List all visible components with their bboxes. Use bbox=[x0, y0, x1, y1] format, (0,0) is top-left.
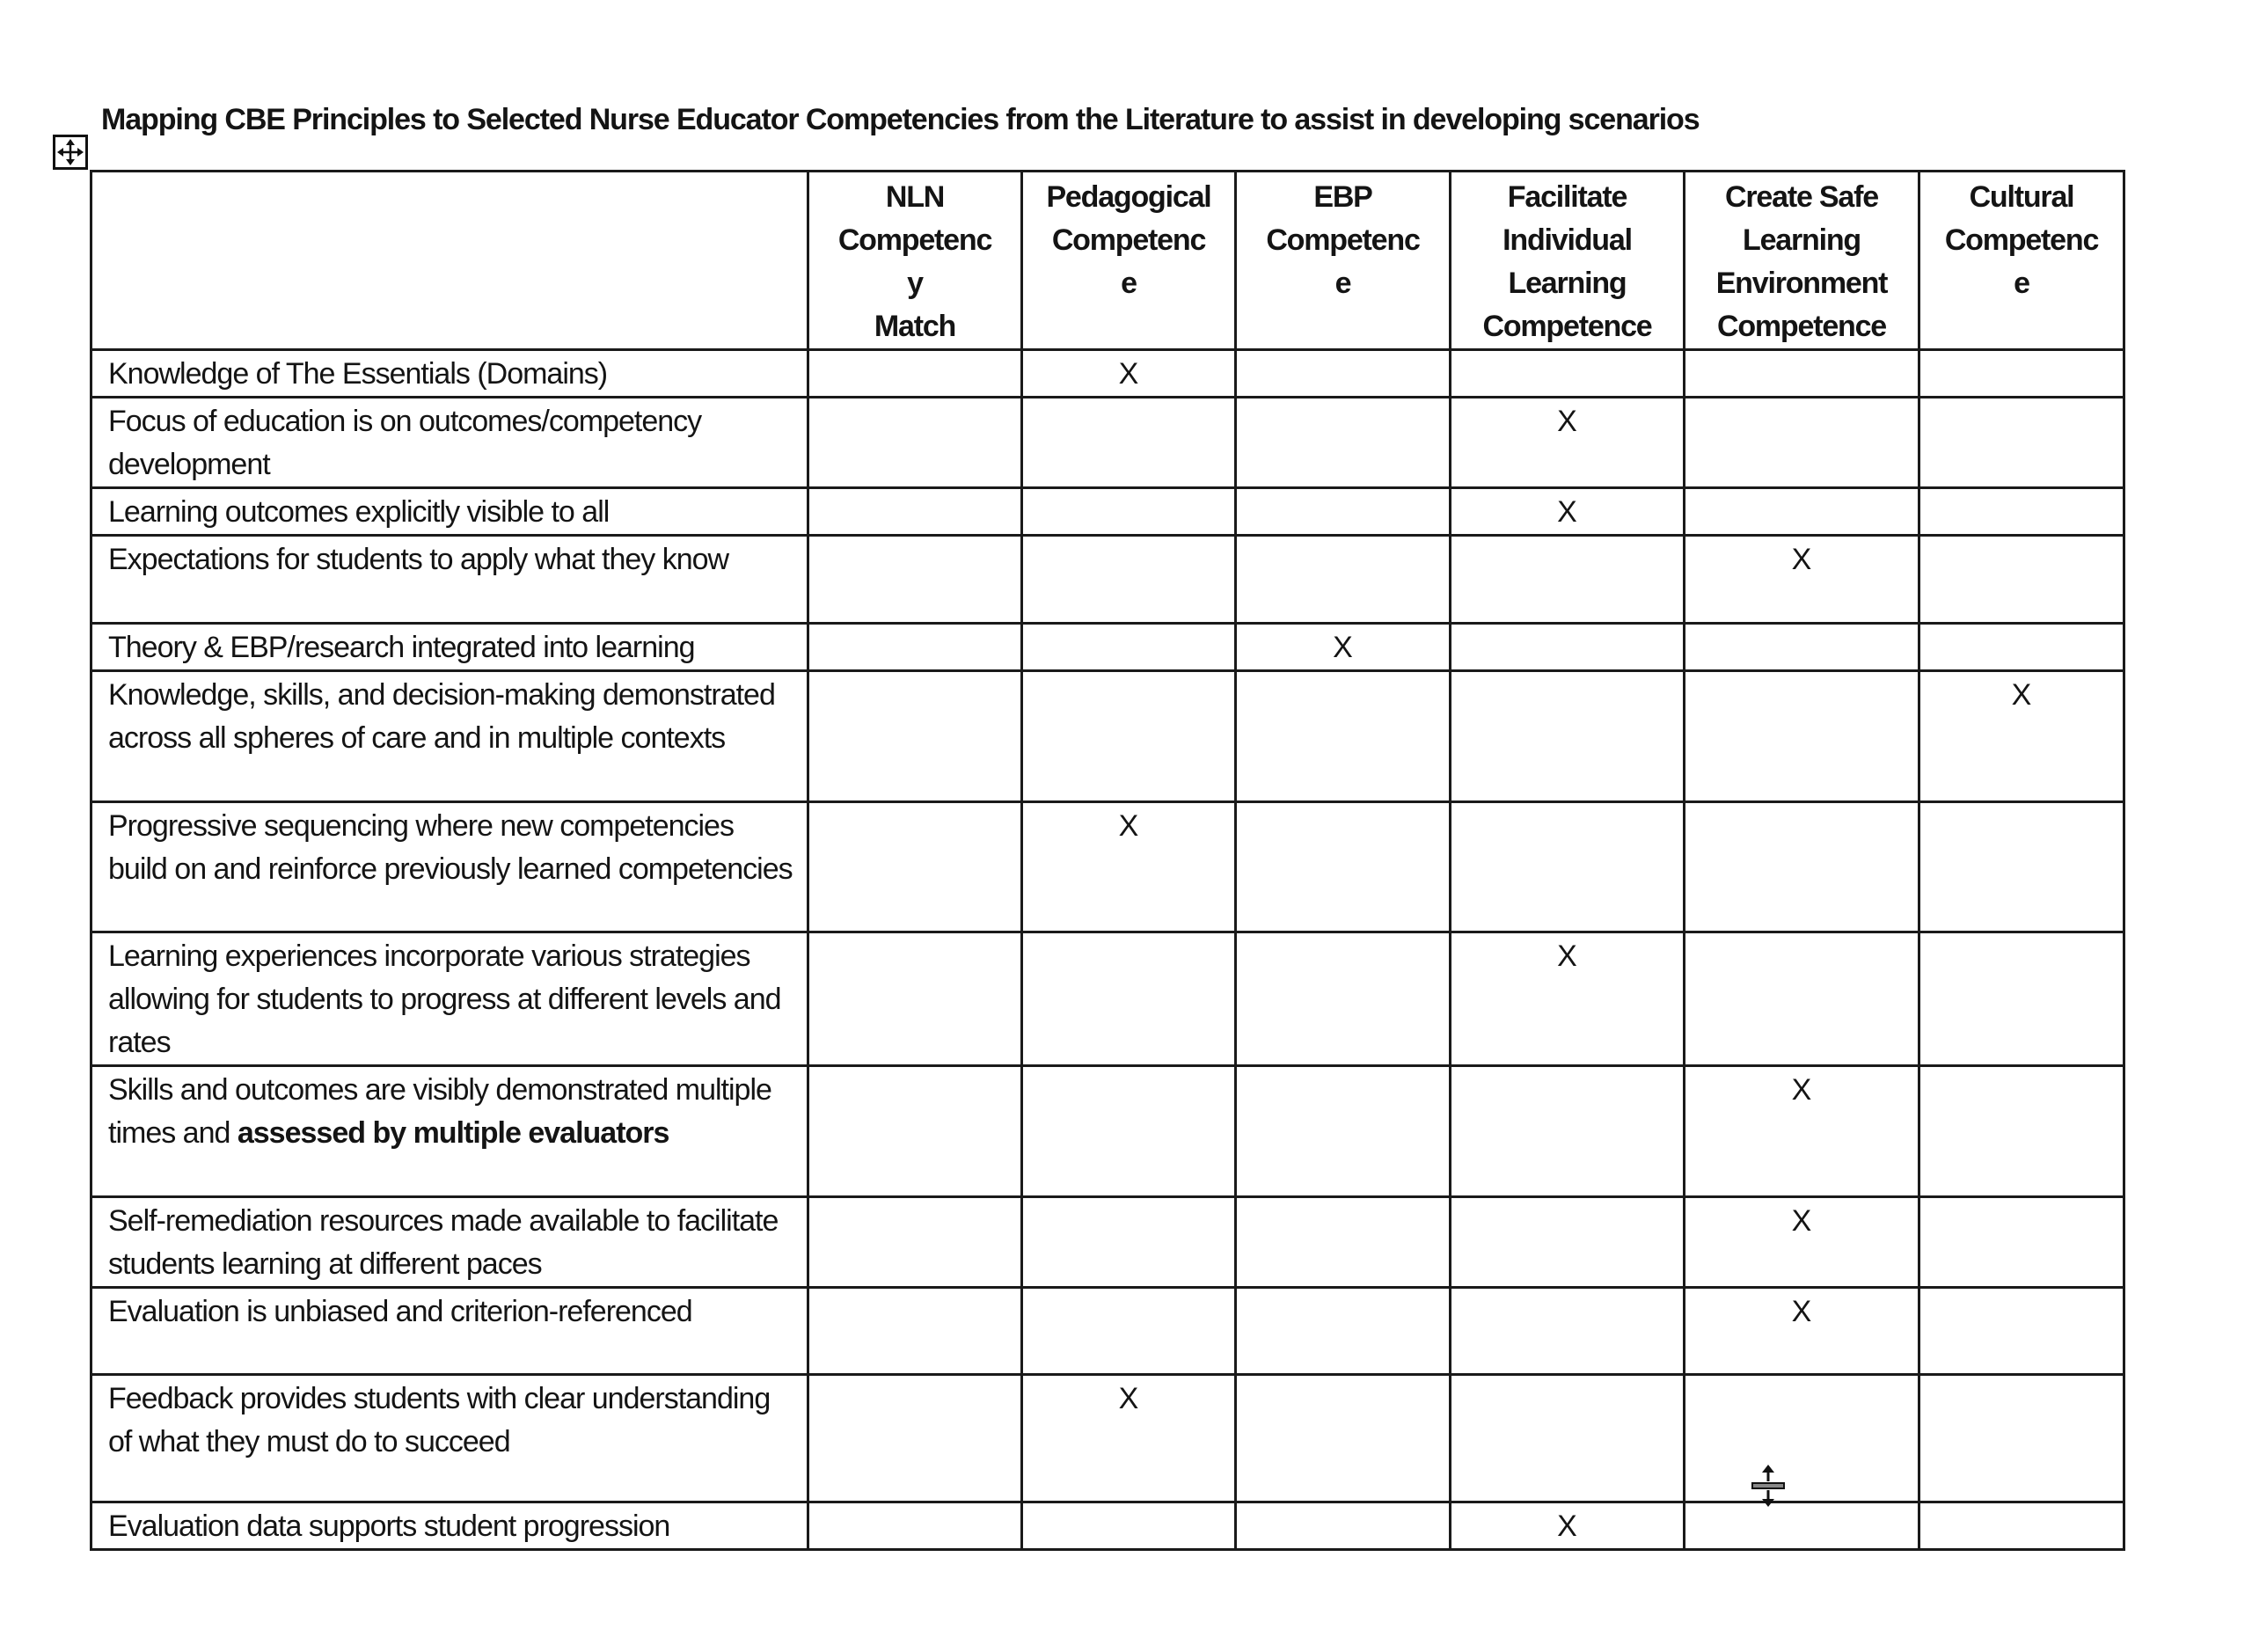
mark-cell[interactable] bbox=[1919, 350, 2124, 398]
principle-cell[interactable] bbox=[91, 932, 808, 1066]
column-header-5[interactable] bbox=[1685, 172, 1919, 350]
principle-text: Knowledge of The Essentials (Domains) bbox=[108, 357, 608, 391]
table-row bbox=[91, 1066, 2124, 1197]
mark-cell[interactable] bbox=[1022, 1197, 1236, 1288]
principle-cell[interactable] bbox=[91, 624, 808, 671]
mark-cell[interactable] bbox=[1022, 1502, 1236, 1550]
mark-cell[interactable] bbox=[1451, 536, 1685, 624]
principle-text: Self-remediation resources made available to facilitate students learning at different paces bbox=[108, 1204, 779, 1281]
x-mark: X bbox=[1557, 405, 1577, 438]
mark-cell[interactable] bbox=[1919, 1375, 2124, 1502]
table-row bbox=[91, 802, 2124, 932]
mark-cell[interactable] bbox=[1685, 624, 1919, 671]
column-header-text-line: Competenc bbox=[1051, 223, 1206, 257]
column-header-text-line: Individual bbox=[1503, 223, 1632, 257]
mark-cell[interactable] bbox=[1236, 1288, 1451, 1375]
mark-cell[interactable] bbox=[808, 1197, 1022, 1288]
mark-cell[interactable] bbox=[1685, 398, 1919, 488]
principle-text: Expectations for students to apply what they know bbox=[108, 543, 729, 576]
mark-cell[interactable] bbox=[1685, 802, 1919, 932]
mark-cell[interactable] bbox=[1451, 1288, 1685, 1375]
principle-text: Focus of education is on outcomes/competency development bbox=[108, 405, 702, 481]
mark-cell[interactable] bbox=[1451, 624, 1685, 671]
table-body bbox=[91, 350, 2124, 1550]
mark-cell[interactable] bbox=[808, 1066, 1022, 1197]
column-header-1[interactable] bbox=[808, 172, 1022, 350]
column-header-3[interactable] bbox=[1236, 172, 1451, 350]
mark-cell[interactable] bbox=[1022, 536, 1236, 624]
column-header-text-line: e bbox=[2014, 267, 2029, 300]
x-mark: X bbox=[1557, 1509, 1577, 1543]
mark-cell[interactable] bbox=[1236, 671, 1451, 802]
x-mark: X bbox=[1118, 357, 1139, 391]
mark-cell[interactable] bbox=[1022, 671, 1236, 802]
table-row bbox=[91, 350, 2124, 398]
mark-cell[interactable] bbox=[1451, 1197, 1685, 1288]
table-row bbox=[91, 1288, 2124, 1375]
column-header-text-line: Learning bbox=[1508, 267, 1627, 300]
mark-cell[interactable] bbox=[808, 1375, 1022, 1502]
column-header-text-line: Match bbox=[874, 310, 956, 343]
principle-text: Learning outcomes explicitly visible to all bbox=[108, 495, 610, 529]
mark-cell[interactable] bbox=[1451, 802, 1685, 932]
mark-cell[interactable] bbox=[1685, 1502, 1919, 1550]
principle-cell[interactable] bbox=[91, 350, 808, 398]
table-row bbox=[91, 398, 2124, 488]
column-header-text-line: EBP bbox=[1313, 180, 1372, 214]
mark-cell[interactable] bbox=[1685, 932, 1919, 1066]
mark-cell[interactable] bbox=[1919, 1197, 2124, 1288]
column-header-text-line: Competence bbox=[1716, 310, 1887, 343]
mark-cell[interactable] bbox=[1919, 802, 2124, 932]
principle-text: Evaluation data supports student progression bbox=[108, 1509, 670, 1543]
mark-cell[interactable] bbox=[1022, 1066, 1236, 1197]
mark-cell[interactable] bbox=[808, 488, 1022, 536]
column-header-text-line: Environment bbox=[1715, 267, 1888, 300]
mark-cell[interactable] bbox=[1451, 1375, 1685, 1502]
column-header-text-line: Pedagogical bbox=[1046, 180, 1211, 214]
mark-cell[interactable] bbox=[1022, 398, 1236, 488]
column-header-text-line: Competenc bbox=[837, 223, 992, 257]
mark-cell[interactable] bbox=[1685, 1288, 1919, 1375]
mark-cell[interactable] bbox=[1685, 671, 1919, 802]
mark-cell[interactable] bbox=[808, 398, 1022, 488]
mark-cell[interactable] bbox=[808, 932, 1022, 1066]
principle-cell[interactable] bbox=[91, 536, 808, 624]
mark-cell[interactable] bbox=[1685, 536, 1919, 624]
mark-cell[interactable] bbox=[1919, 671, 2124, 802]
four-way-arrow-icon bbox=[55, 137, 85, 167]
mark-cell[interactable] bbox=[1685, 488, 1919, 536]
mark-cell[interactable] bbox=[808, 624, 1022, 671]
principle-cell[interactable] bbox=[91, 802, 808, 932]
column-header-text-line: Competenc bbox=[1266, 223, 1420, 257]
principle-cell[interactable] bbox=[91, 1066, 808, 1197]
column-header-4[interactable] bbox=[1451, 172, 1685, 350]
principle-cell[interactable] bbox=[91, 398, 808, 488]
competency-mapping-table bbox=[90, 170, 2125, 1551]
column-header-text-line: Learning bbox=[1743, 223, 1861, 257]
column-header-text-line: Facilitate bbox=[1507, 180, 1627, 214]
column-header-text-line: Cultural bbox=[1969, 180, 2074, 214]
mark-cell[interactable] bbox=[1236, 536, 1451, 624]
principle-cell[interactable] bbox=[91, 1375, 808, 1502]
column-header-2[interactable] bbox=[1022, 172, 1236, 350]
mark-cell[interactable] bbox=[1451, 488, 1685, 536]
column-header-text-line: Create Safe bbox=[1725, 180, 1878, 214]
mark-cell[interactable] bbox=[1022, 350, 1236, 398]
column-header-text-line: e bbox=[1334, 267, 1351, 300]
principle-cell[interactable] bbox=[91, 1288, 808, 1375]
column-header-text-line: NLN bbox=[885, 180, 945, 214]
mark-cell[interactable] bbox=[1919, 536, 2124, 624]
table-row bbox=[91, 932, 2124, 1066]
mark-cell[interactable] bbox=[1236, 1197, 1451, 1288]
mark-cell[interactable] bbox=[808, 350, 1022, 398]
principle-text: Learning experiences incorporate various strategies allowing for students to progress at different levels and rates bbox=[108, 939, 781, 1059]
mark-cell[interactable] bbox=[1236, 802, 1451, 932]
table-row bbox=[91, 1197, 2124, 1288]
mark-cell[interactable] bbox=[1236, 488, 1451, 536]
mark-cell[interactable] bbox=[1919, 1288, 2124, 1375]
mark-cell[interactable] bbox=[808, 1502, 1022, 1550]
mark-cell[interactable] bbox=[808, 1288, 1022, 1375]
mark-cell[interactable] bbox=[1236, 1066, 1451, 1197]
principle-cell[interactable] bbox=[91, 1197, 808, 1288]
x-mark: X bbox=[1557, 939, 1577, 973]
column-header-text-line: Competenc bbox=[1944, 223, 2099, 257]
mark-cell[interactable] bbox=[1919, 932, 2124, 1066]
principle-text: Feedback provides students with clear understanding of what they must do to succeed bbox=[108, 1382, 771, 1458]
x-mark: X bbox=[1791, 543, 1812, 576]
table-move-handle[interactable] bbox=[53, 135, 88, 170]
table-row bbox=[91, 1502, 2124, 1550]
mark-cell[interactable] bbox=[1022, 1375, 1236, 1502]
principle-cell[interactable] bbox=[91, 671, 808, 802]
principle-text: Skills and outcomes are visibly demonstrated multiple times and bbox=[108, 1073, 771, 1150]
mark-cell[interactable] bbox=[1685, 1197, 1919, 1288]
mark-cell[interactable] bbox=[1685, 1066, 1919, 1197]
mark-cell[interactable] bbox=[1236, 398, 1451, 488]
mark-cell[interactable] bbox=[1919, 624, 2124, 671]
x-mark: X bbox=[1333, 631, 1353, 664]
column-header-text-line: e bbox=[1121, 267, 1137, 300]
mark-cell[interactable] bbox=[1451, 350, 1685, 398]
mark-cell[interactable] bbox=[1236, 350, 1451, 398]
mark-cell[interactable] bbox=[1685, 350, 1919, 398]
column-header-text-line: Competence bbox=[1482, 310, 1652, 343]
mark-cell[interactable] bbox=[1919, 488, 2124, 536]
mark-cell[interactable] bbox=[1236, 932, 1451, 1066]
x-mark: X bbox=[1791, 1204, 1812, 1238]
mark-cell[interactable] bbox=[1022, 488, 1236, 536]
corner-header-cell[interactable] bbox=[91, 172, 808, 350]
mark-cell[interactable] bbox=[1236, 1502, 1451, 1550]
principle-text: Theory & EBP/research integrated into learning bbox=[108, 631, 695, 664]
mark-cell[interactable] bbox=[1451, 1066, 1685, 1197]
table-row bbox=[91, 1375, 2124, 1502]
table-row bbox=[91, 536, 2124, 624]
x-mark: X bbox=[1791, 1073, 1812, 1107]
x-mark: X bbox=[1791, 1295, 1812, 1328]
principle-text: Knowledge, skills, and decision-making demonstrated across all spheres of care and in multiple contexts bbox=[108, 678, 775, 755]
table-row bbox=[91, 671, 2124, 802]
mark-cell[interactable] bbox=[1236, 624, 1451, 671]
principle-text-emphasis: assessed by multiple evaluators bbox=[237, 1116, 669, 1150]
mark-cell[interactable] bbox=[1919, 1502, 2124, 1550]
principle-cell[interactable] bbox=[91, 1502, 808, 1550]
principle-text: Evaluation is unbiased and criterion-referenced bbox=[108, 1295, 692, 1328]
mark-cell[interactable] bbox=[1022, 624, 1236, 671]
document-title: Mapping CBE Principles to Selected Nurse Educator Competencies from the Literature to assist in developing scenarios bbox=[101, 103, 1700, 136]
table-row bbox=[91, 624, 2124, 671]
mark-cell[interactable] bbox=[1022, 802, 1236, 932]
column-header-6[interactable] bbox=[1919, 172, 2124, 350]
mark-cell[interactable] bbox=[808, 802, 1022, 932]
x-mark: X bbox=[1118, 809, 1139, 843]
x-mark: X bbox=[2011, 678, 2032, 712]
row-resize-cursor-icon bbox=[1751, 1464, 1786, 1508]
mark-cell[interactable] bbox=[808, 536, 1022, 624]
column-header-text-line: y bbox=[907, 267, 923, 300]
mark-cell[interactable] bbox=[1919, 1066, 2124, 1197]
mark-cell[interactable] bbox=[1236, 1375, 1451, 1502]
mark-cell[interactable] bbox=[1451, 932, 1685, 1066]
header-row bbox=[91, 172, 2124, 350]
mark-cell[interactable] bbox=[1022, 1288, 1236, 1375]
x-mark: X bbox=[1118, 1382, 1139, 1415]
mark-cell[interactable] bbox=[1919, 398, 2124, 488]
mark-cell[interactable] bbox=[1451, 1502, 1685, 1550]
mark-cell[interactable] bbox=[1022, 932, 1236, 1066]
mark-cell[interactable] bbox=[1685, 1375, 1919, 1502]
mark-cell[interactable] bbox=[1451, 398, 1685, 488]
x-mark: X bbox=[1557, 495, 1577, 529]
mark-cell[interactable] bbox=[808, 671, 1022, 802]
table-row bbox=[91, 488, 2124, 536]
principle-text: Progressive sequencing where new competencies build on and reinforce previously learned competencies bbox=[108, 809, 793, 886]
principle-cell[interactable] bbox=[91, 488, 808, 536]
mark-cell[interactable] bbox=[1451, 671, 1685, 802]
